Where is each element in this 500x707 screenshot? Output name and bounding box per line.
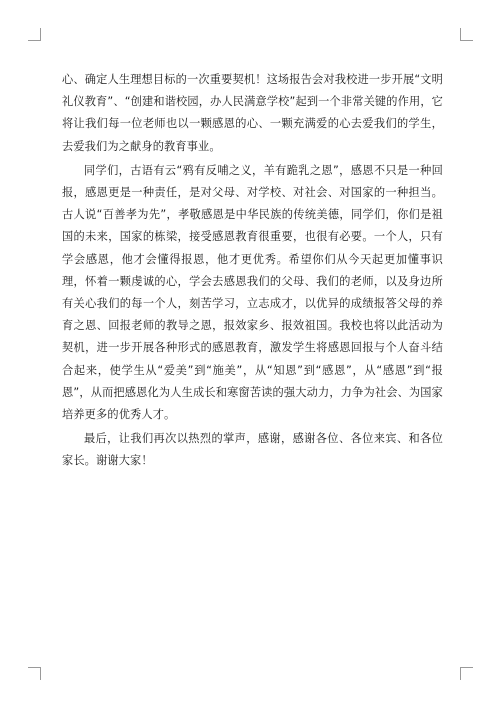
document-body [62, 69, 443, 473]
paragraph-gratitude: 同学们，古语有云“鸦有反哺之义，羊有跪乳之恩”，感恩不只是一种回报，感恩更是一种责任，是对父母、对学校、对社会、对国家的一种担当。古人说“百善孝为先”，孝敬感恩是中华民族的传统美德，同学们，你们是祖国的未来，国家的栋梁，接受感恩教育很重要，也很有必要。一个人，只有学会感恩，他才会懂得报恩，他才更优秀。希望你们从今天起更加懂事识理，怀着一颗虔诚的心，学会去感恩我们的父母、我们的老师，以及身边所有关心我们的每一个人，刻苦学习，立志成才，以优异的成绩报答父母的养育之恩、回报老师的教导之恩，报效家乡、报效祖国。我校也将以此活动为契机，进一步开展各种形式的感恩教育，激发学生将感恩回报与个人奋斗结合起来，使学生从“爱美”到“施美”，从“知恩”到“感恩”，从“感恩”到“报恩”，从而把感恩化为人生成长和寒窗苦读的强大动力，力争为社会、为国家培养更多的优秀人才。 [62, 163, 443, 422]
paragraph-closing: 最后，让我们再次以热烈的掌声，感谢，感谢各位、各位来宾、和各位家长。谢谢大家！ [62, 432, 443, 468]
crop-mark-bottom-right [460, 667, 473, 680]
crop-mark-bottom-left [28, 667, 41, 680]
paragraph-continuation: 心、确定人生理想目标的一次重要契机！这场报告会对我校进一步开展“文明礼仪教育”、“创建和谐校园，办人民满意学校”起到一个非常关键的作用，它将让我们每一位老师也以一颗感恩的心、一颗充满爱的心去爱我们的学生，去爱我们为之献身的教育事业。 [62, 73, 443, 153]
crop-mark-top-left [28, 28, 41, 41]
crop-mark-top-right [460, 28, 473, 41]
